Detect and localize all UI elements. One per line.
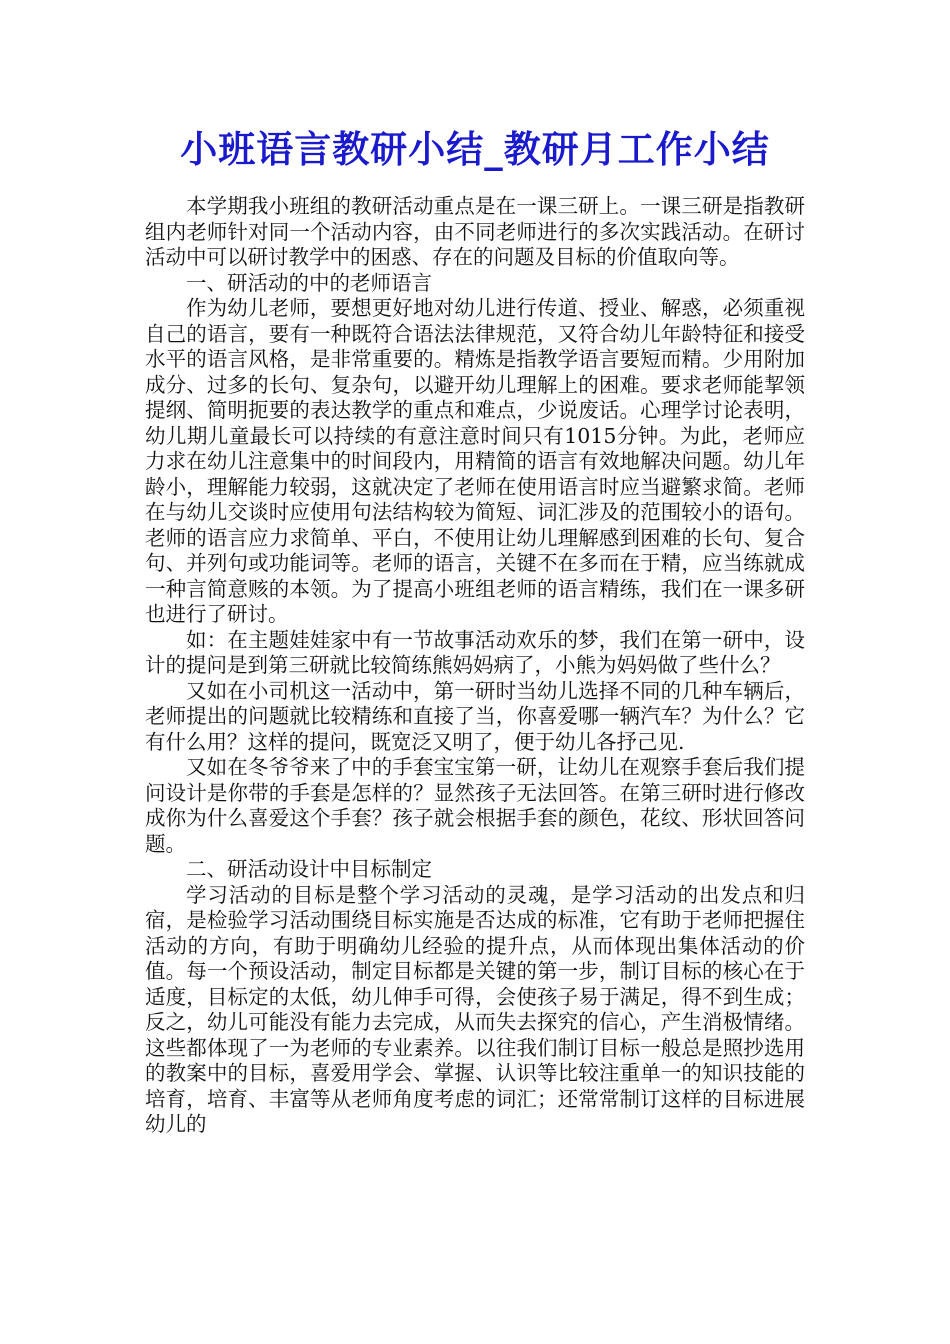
document-body (145, 194, 805, 1138)
paragraph-goal-setting: 学习活动的目标是整个学习活动的灵魂，是学习活动的出发点和归宿，是检验学习活动围绕目标实施是否达成的标准，它有助于老师把握住活动的方向，有助于明确幼儿经验的提升点，从而体现出集体活动的价值。每一个预设活动，制定目标都是关键的第一步，制订目标的核心在于适度，目标定的太低，幼儿伸手可得，会使孩子易于满足，得不到生成；反之，幼儿可能没有能力去完成，从而失去探究的信心，产生消极情绪。这些都体现了一为老师的专业素养。以往我们制订目标一般总是照抄选用的教案中的目标，喜爱用学会、掌握、认识等比较注重单一的知识技能的培育，培育、丰富等从老师角度考虑的词汇；还常常制订这样的目标进展幼儿的 (145, 882, 805, 1136)
section-heading-2: 二、研活动设计中目标制定 (186, 857, 432, 881)
paragraph-example-2: 又如在小司机这一活动中，第一研时当幼儿选择不同的几种车辆后，老师提出的问题就比较精练和直接了当，你喜爱哪一辆汽车？为什么？它有什么用？这样的提问，既宽泛又明了，便于幼儿各抒己见. (145, 678, 805, 754)
paragraph-example-3: 又如在冬爷爷来了中的手套宝宝第一研，让幼儿在观察手套后我们提问设计是你带的手套是怎样的？显然孩子无法回答。在第三研时进行修改成你为什么喜爱这个手套？孩子就会根据手套的颜色，花纹、形状回答问题。 (145, 755, 805, 856)
paragraph-teacher-language: 作为幼儿老师，要想更好地对幼儿进行传道、授业、解惑，必须重视自己的语言，要有一种既符合语法法律规范，又符合幼儿年龄特征和接受水平的语言风格，是非常重要的。精炼是指教学语言要短而精。少用附加成分、过多的长句、复杂句，以避开幼儿理解上的困难。要求老师能挈领提纲、简明扼要的表达教学的重点和难点，少说废话。心理学讨论表明，幼儿期儿童最长可以持续的有意注意时间只有1015分钟。为此，老师应力求在幼儿注意集中的时间段内，用精简的语言有效地解决问题。幼儿年龄小，理解能力较弱，这就决定了老师在使用语言时应当避繁求简。老师在与幼儿交谈时应使用句法结构较为简短、词汇涉及的范围较小的语句。老师的语言应力求简单、平白，不使用让幼儿理解感到困难的长句、复合句、并列句或功能词等。老师的语言，关键不在多而在于精，应当练就成一种言简意赅的本领。为了提高小班组老师的语言精练，我们在一课多研也进行了研讨。 (145, 296, 805, 626)
document-title: 小班语言教研小结_教研月工作小结 (180, 128, 770, 171)
paragraph-example-1: 如：在主题娃娃家中有一节故事活动欢乐的梦，我们在第一研中，设计的提问是到第三研就比较简练熊妈妈病了，小熊为妈妈做了些什么？ (145, 627, 805, 677)
section-heading-1: 一、研活动的中的老师语言 (186, 270, 432, 295)
paragraph-intro: 本学期我小班组的教研活动重点是在一课三研上。一课三研是指教研组内老师针对同一个活动内容，由不同老师进行的多次实践活动。在研讨活动中可以研讨教学中的困惑、存在的问题及目标的价值取向等。 (145, 194, 805, 269)
